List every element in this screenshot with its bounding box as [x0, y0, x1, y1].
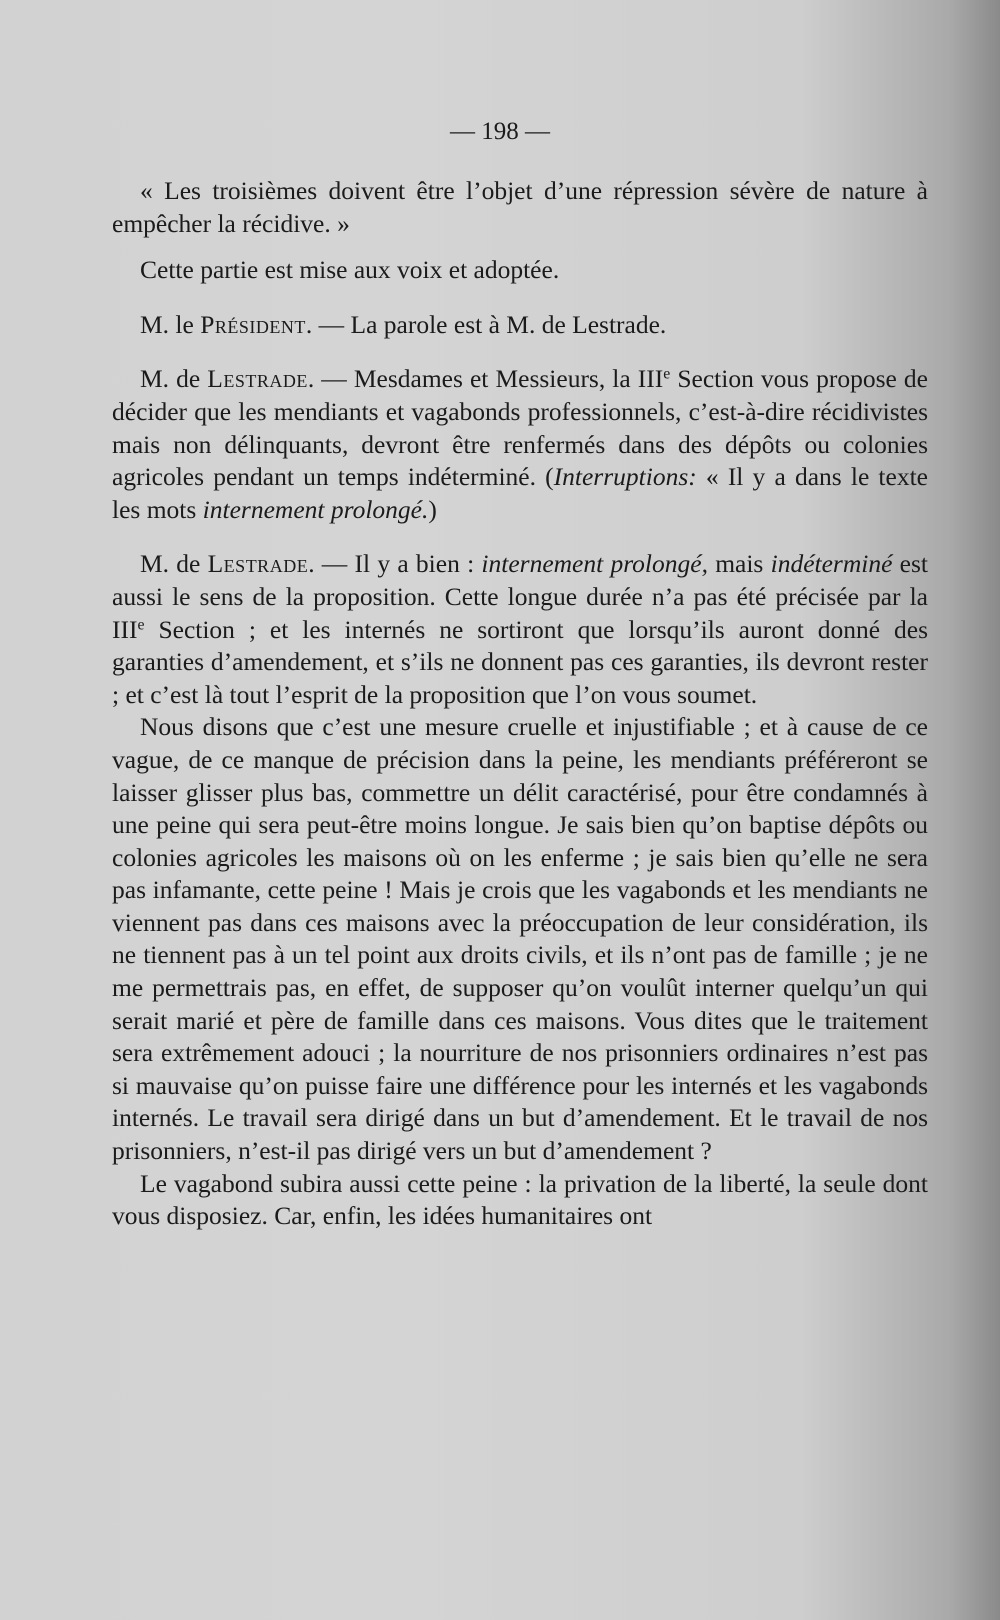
speech-text: est aussi le sens de la proposition. Cette longue durée n’a pas été précisée par la III	[112, 549, 928, 644]
speaker-name: Lestrade	[207, 364, 308, 394]
paragraph-vote: Cette partie est mise aux voix et adoptée.	[140, 255, 560, 285]
ordinal-superscript: e	[137, 615, 145, 633]
speech-text: . — La parole est à M. de Lestrade.	[305, 309, 667, 339]
speaker-name: Lestrade	[207, 549, 309, 579]
speaker-prefix: M. de	[140, 364, 208, 394]
speech-text: mais	[707, 549, 771, 579]
italic-phrase: internement prolongé,	[481, 549, 708, 579]
speech-text: Section vous propose de décider que les mendiants et vagabonds professionnels, c’est-à-dire récidivistes mais non délinquants, devront être renfermés dans des dépôts ou colonies agricoles pendant un temps indéterminé. (	[112, 364, 928, 492]
quote-text: « Il y a dans le texte les mots	[112, 462, 928, 524]
speaker-prefix: M. de	[140, 549, 208, 579]
paragraph-lestrade-2	[112, 548, 928, 711]
paragraph-quote: « Les troisièmes doivent être l’objet d’une répression sévère de nature à empêcher la récidive. »	[112, 176, 928, 238]
paragraph-argument: Nous disons que c’est une mesure cruelle et injustifiable ; et à cause de ce vague, de ce manque de précision dans la peine, les mendiants préféreront se laisser glisser plus bas, commettre un délit caractérisé, pour être condamnés à une peine qui sera peut-être moins longue. Je sais bien qu’on baptise dépôts ou colonies agricoles les maisons où on les enferme ; je sais bien qu’elle ne sera pas infamante, cette peine ! Mais je crois que les vagabonds et les mendiants ne viennent pas dans ces maisons avec la préoccupation de leur considération, ils ne tiennent pas à un tel point aux droits civils, et ils n’ont pas de famille ; je ne me permettrais pas, en effet, de supposer qu’on voulût interner quelqu’un qui serait marié et père de famille dans ces maisons. Vous dites que le traitement sera extrêmement adouci ; la nourriture de nos prisonniers ordinaires n’est pas si mauvaise qu’on puisse faire une différence pour les internés et les vagabonds internés. Le travail sera dirigé dans un but d’amendement. Et le travail de nos prisonniers, n’est-il pas dirigé vers un but d’amendement ?	[112, 712, 928, 1166]
paragraph-vagabond: Le vagabond subira aussi cette peine : la privation de la liberté, la seule dont vous disposiez. Car, enfin, les idées humanitaires ont	[112, 1168, 928, 1231]
italic-word: indéterminé	[770, 549, 893, 579]
speech-text: . — Il y a bien :	[308, 549, 482, 579]
page-number: — 198 —	[450, 118, 550, 145]
paragraph-president	[112, 309, 928, 342]
close-paren: )	[428, 494, 437, 524]
ordinal-superscript: e	[663, 365, 671, 383]
speech-text: Section ; et les internés ne sortiront que lorsqu’ils auront donné des garanties d’amendement, et s’ils ne donnent pas ces garanties, ils devront rester ; et c’est là tout l’esprit de la proposition que l’on vous soumet.	[112, 614, 928, 709]
interruptions-label: Interruptions:	[553, 462, 697, 492]
quote-italic: internement prolongé.	[202, 494, 429, 524]
paragraph-lestrade-1	[112, 363, 928, 526]
page-body	[112, 175, 928, 1233]
speech-text: . — Mesdames et Messieurs, la III	[307, 364, 664, 394]
speaker-prefix: M. le	[140, 309, 201, 339]
speaker-name: Président	[200, 309, 306, 339]
